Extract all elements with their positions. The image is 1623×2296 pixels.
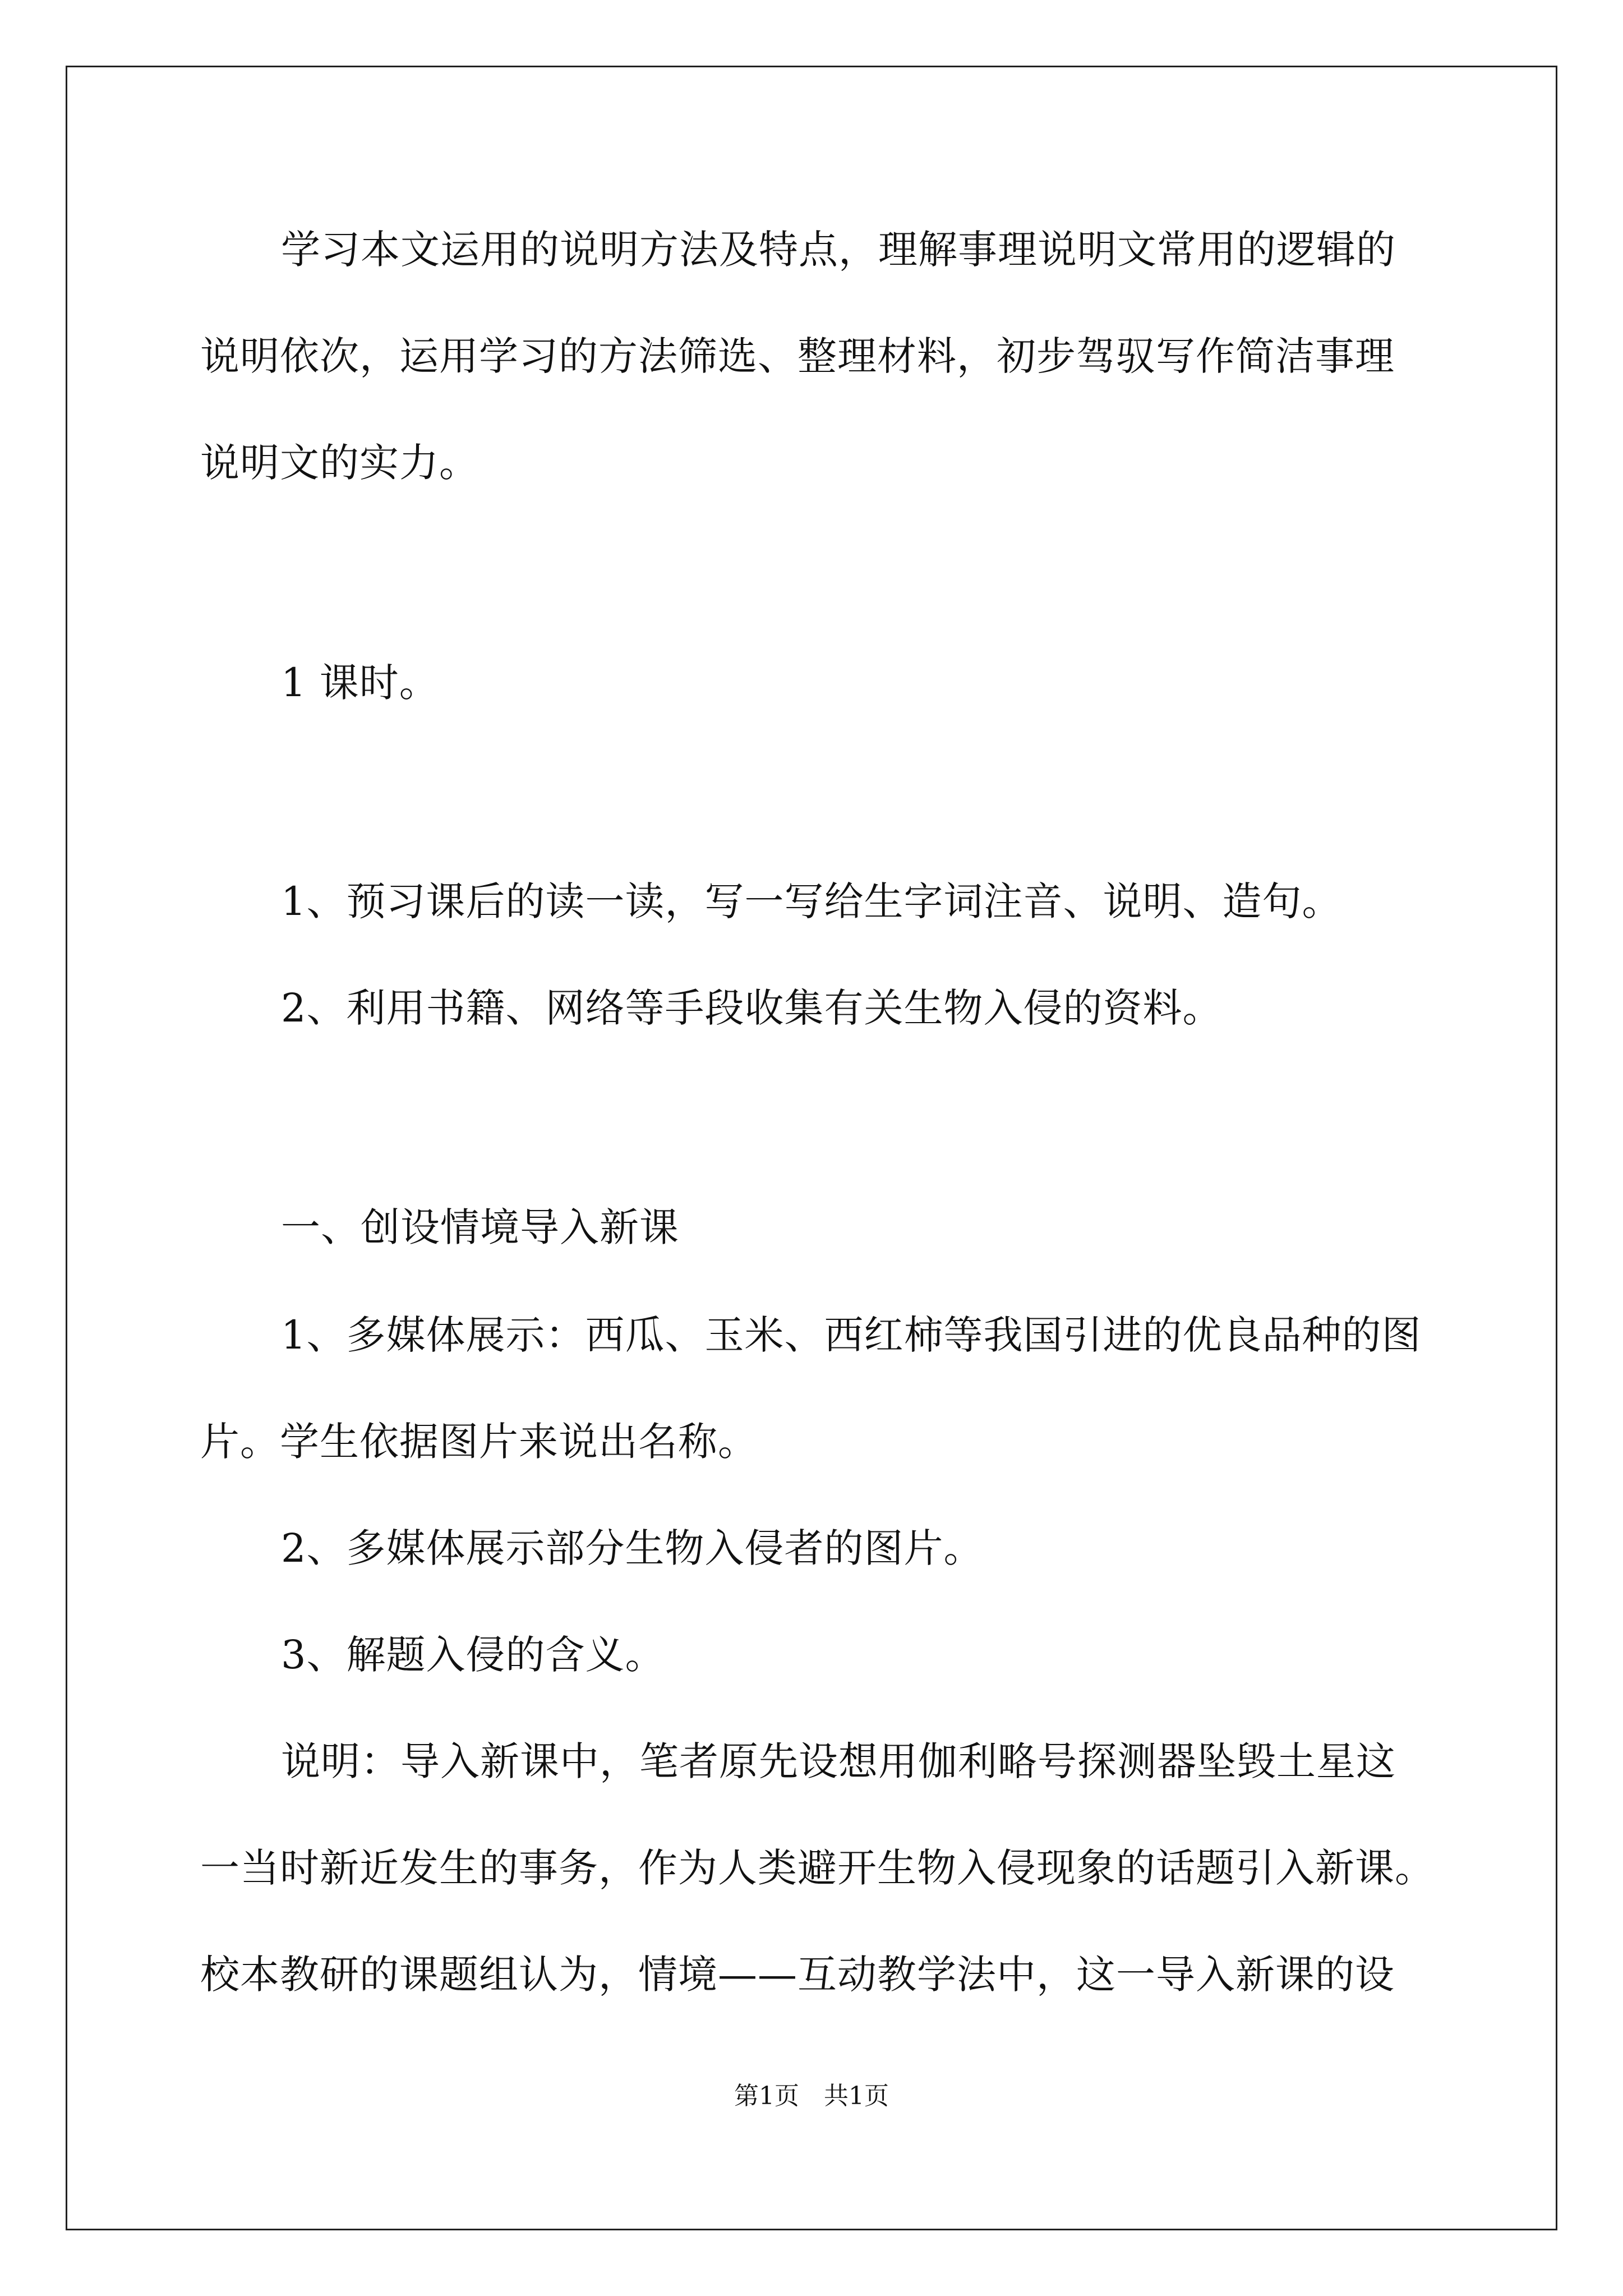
text-line: 说明：导入新课中，笔者原先设想用伽利略号探测器坠毁土星这: [281, 1738, 1396, 1784]
text-line: 1、多媒体展示：西瓜、玉米、西红柿等我国引进的优良品种的图: [281, 1312, 1422, 1358]
text-line: 说明依次，运用学习的方法筛选、整理材料，初步驾驭写作简洁事理: [200, 333, 1395, 379]
page-footer: 第1页 共1页: [734, 2082, 889, 2110]
text-line: 一、创设情境导入新课: [281, 1204, 679, 1250]
text-line: 说明文的实力。: [200, 440, 479, 486]
text-line: 1、预习课后的读一读，写一写给生字词注音、说明、造句。: [281, 878, 1342, 924]
text-line: 2、利用书籍、网络等手段收集有关生物入侵的资料。: [281, 985, 1223, 1031]
text-line: 1 课时。: [281, 660, 439, 706]
text-line: 片。学生依据图片来说出名称。: [200, 1419, 758, 1465]
text-line: 3、解题入侵的含义。: [281, 1632, 665, 1678]
page-border: [66, 66, 1557, 2230]
text-line: 校本教研的课题组认为，情境——互动教学法中，这一导入新课的设: [200, 1952, 1395, 1998]
text-line: 一当时新近发生的事务，作为人类避开生物入侵现象的话题引入新课。: [200, 1845, 1435, 1891]
text-line: 2、多媒体展示部分生物入侵者的图片。: [281, 1525, 984, 1571]
text-line: 学习本文运用的说明方法及特点，理解事理说明文常用的逻辑的: [281, 227, 1396, 273]
